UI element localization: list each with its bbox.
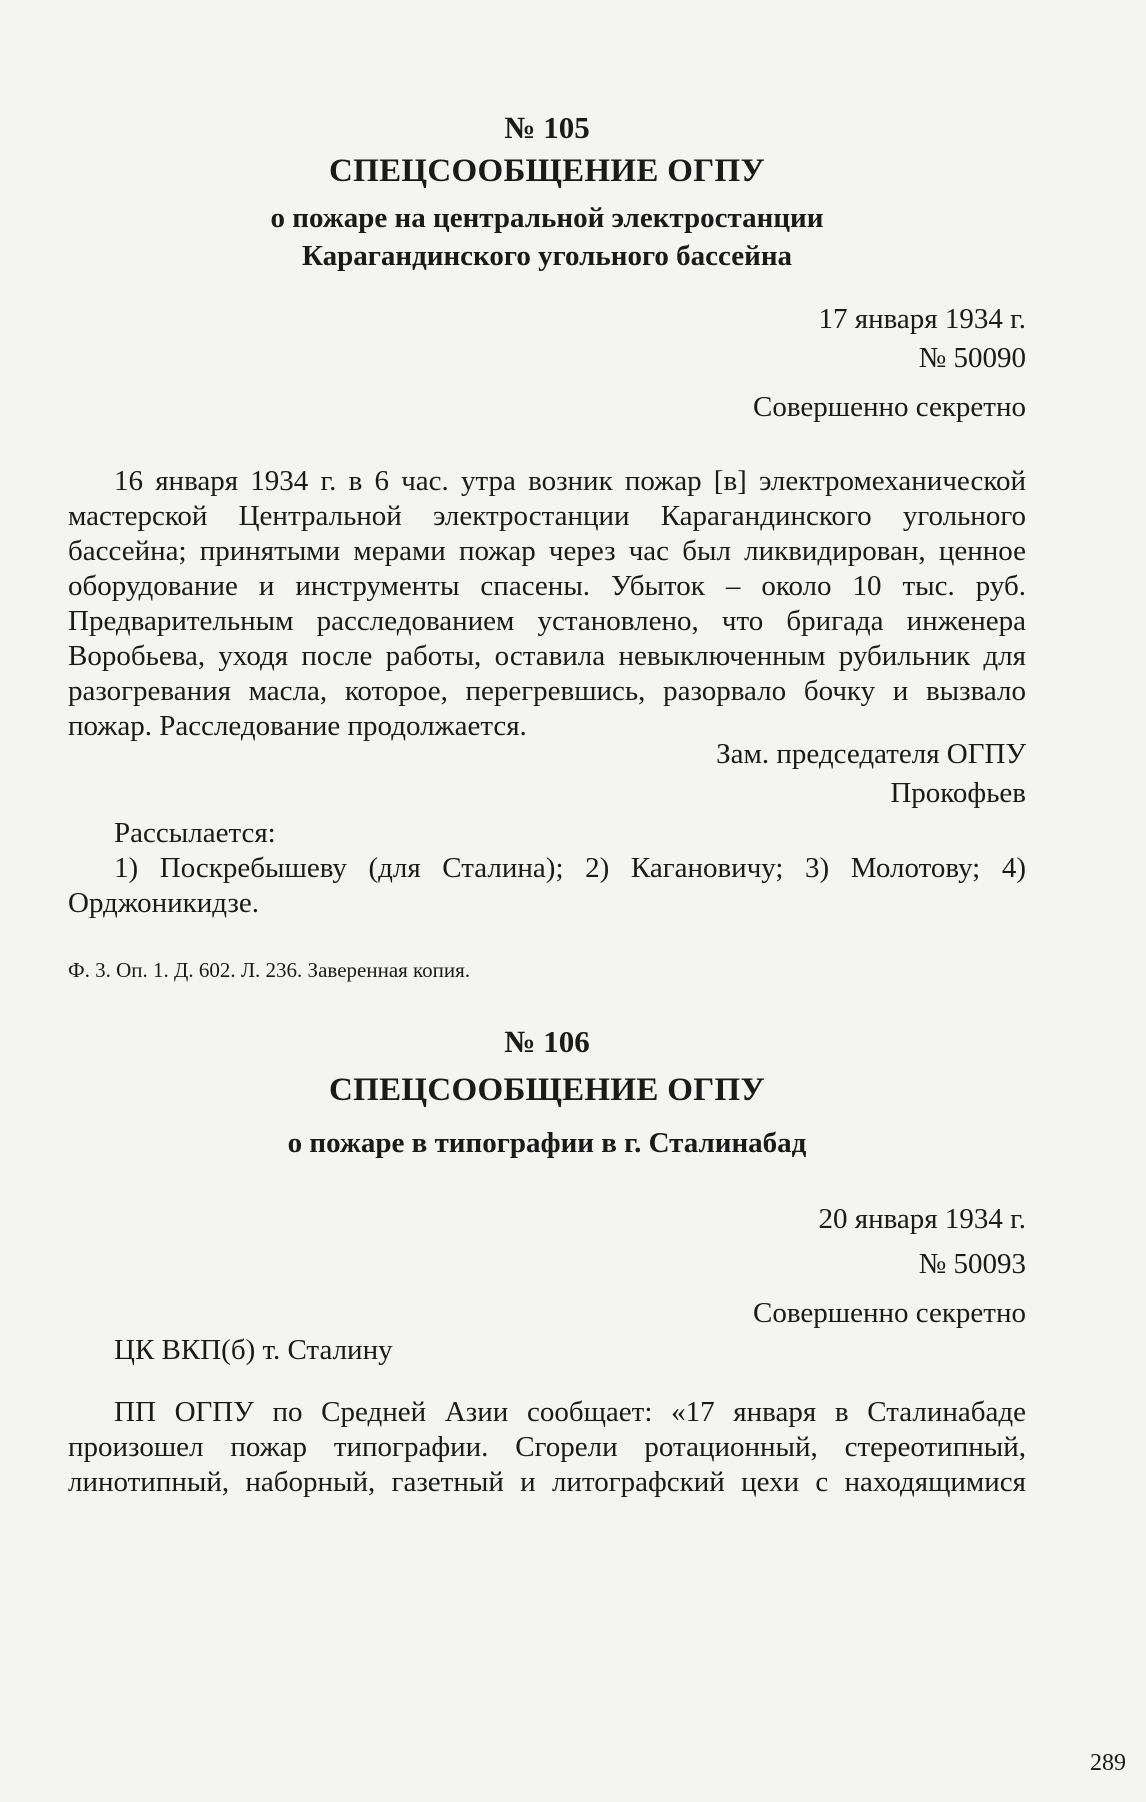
doc105-body: 16 января 1934 г. в 6 час. утра возник пожар [в] электромеханической мастерской Центральной электростанции Карагандинского угольного бассейна; принятыми мерами пожар через час был ликвидирован, ценное оборудование и инструменты спасены. Убыток – около 10 тыс. руб. Предварительным расследованием установлено, что бригада инженера Воробьева, уходя после работы, оставила невыключенным рубильник для разогревания масла, которое, перегревшись, разорвало бочку и вызвало пожар. Расследование продолжается. — [68, 465, 1026, 742]
doc106-classification: Совершенно секретно — [753, 1297, 1026, 1329]
document-page — [68, 0, 1026, 1802]
doc105-distribution-list: 1) Поскребышеву (для Сталина); 2) Кагановичу; 3) Молотову; 4) Орджоникидзе. — [68, 852, 1026, 919]
doc105-title: СПЕЦСООБЩЕНИЕ ОГПУ — [329, 153, 765, 189]
page-number: 289 — [1090, 1750, 1126, 1776]
doc105-signature-position: Зам. председателя ОГПУ — [716, 738, 1026, 770]
doc105-subtitle-line2: Карагандинского угольного бассейна — [301, 240, 793, 272]
doc106-date: 20 января 1934 г. — [818, 1203, 1026, 1235]
doc105-reg-number: № 50090 — [918, 342, 1026, 374]
doc106-number: № 106 — [504, 1024, 590, 1059]
doc105-number: № 105 — [504, 110, 590, 145]
doc106-body: ПП ОГПУ по Средней Азии сообщает: «17 января в Сталинабаде произошел пожар типографии. Сгорели ротационный, стереотипный, линотипный, наборный, газетный и литографский цехи с находящимися — [68, 1396, 1026, 1498]
doc105-signature-name: Прокофьев — [890, 777, 1026, 809]
doc105-distribution-label: Рассылается: — [114, 817, 276, 849]
doc105-subtitle — [68, 199, 1026, 275]
doc106-subtitle: о пожаре в типографии в г. Сталинабад — [287, 1127, 807, 1159]
doc105-subtitle-line1: о пожаре на центральной электростанции — [270, 202, 824, 234]
doc106-title: СПЕЦСООБЩЕНИЕ ОГПУ — [329, 1072, 765, 1108]
doc106-reg-number: № 50093 — [918, 1248, 1026, 1280]
doc105-date: 17 января 1934 г. — [818, 303, 1026, 335]
doc106-addressee: ЦК ВКП(б) т. Сталину — [114, 1334, 393, 1366]
doc105-source: Ф. 3. Оп. 1. Д. 602. Л. 236. Заверенная копия. — [68, 958, 471, 982]
doc105-classification: Совершенно секретно — [753, 391, 1026, 423]
